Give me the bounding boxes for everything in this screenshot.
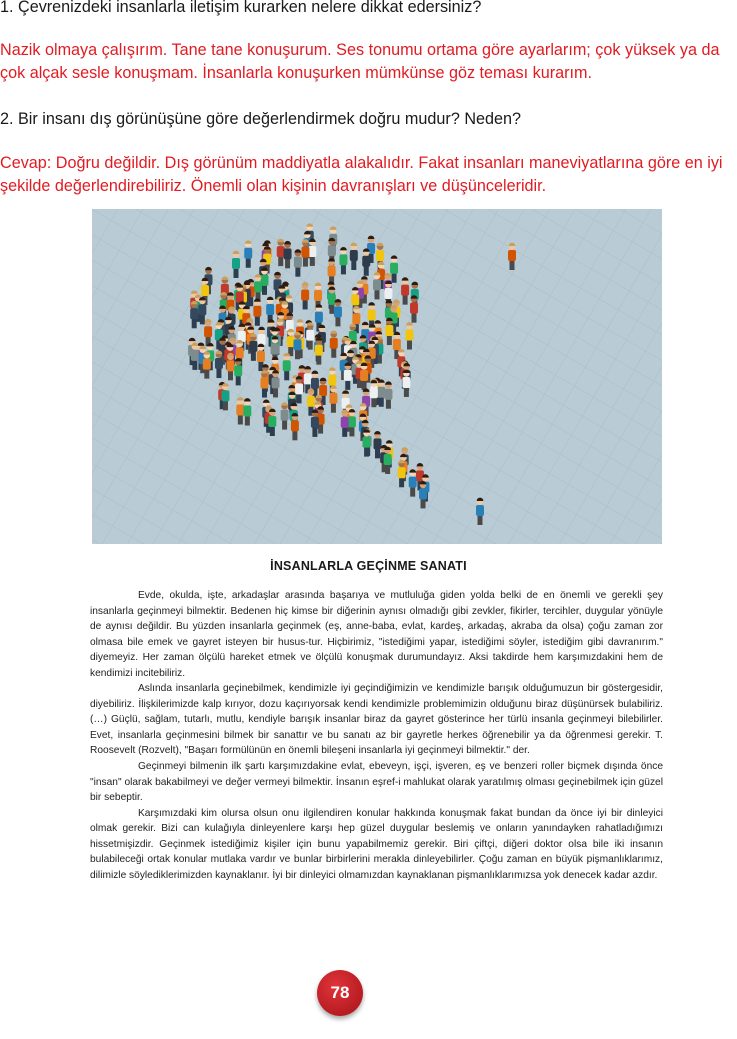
article-paragraph-4: Karşımızdaki kim olursa olsun onu ilgilendiren konular hakkında konuşmak fakat bundan da önce iyi bir dinleyici olmak gerekir. Bizi can kulağıyla dinleyenlere karşı hep güzel duygular beslemiş ve onların yanındayken rahatladığımızı hissetmişizdir. Geçinmek istediğimiz kişiler için bunu yapabilmemiz gerekir. Biri çiftçi, diğeri doktor olsa bile iki insanın bulabileceği ortak konular mutlaka vardır ve bunlar birbirlerini merakla dinleyebilirler. Çoğu zaman en büyük pişmanlıklarımız, dilimizle söylediklerimizden kaynaklanır. İyi bir dinleyici olmamızdan kaynaklanan pişmanlıklarımızsa yok denecek kadar azdır.	[90, 807, 663, 881]
question-2: 2. Bir insanı dış görünüşüne göre değerlendirmek doğru mudur? Neden?	[0, 110, 522, 128]
crowd-speech-bubble-illustration	[92, 209, 662, 544]
crowd-svg	[92, 209, 662, 544]
answer-1: Nazik olmaya çalışırım. Tane tane konuşurum. Ses tonumu ortama göre ayarlarım; çok yüksek ya da çok alçak sesle konuşmam. İnsanlarla konuşurken mümkünse göz teması kurarım.	[0, 41, 720, 82]
article-paragraph-1: Evde, okulda, işte, arkadaşlar arasında başarıya ve mutluluğa giden yolda belki de en önemli ve gerekli şey insanlarla geçinmeyi bilmektir. Bedenen hiç kimse bir diğerinin aynısı olmadığı gibi zevkler, fikirler, tercihler, duygular yönüyle de aynısı değildir. Bu yüzden insanlarla geçinmek (eş, anne-baba, evlat, kardeş, arkadaş, akraba da olsa) çoğu zaman zor olmasa bile emek ve gayret isteyen bir husus-tur. Hiçbirimiz, "istediğimi yapar, istediğimi söyler, istediğim gibi davranırım." diyemeyiz. Her zaman ölçülü hareket etmek ve ölçülü konuşmak durumundayız. Aksi takdirde hem karşımızdakini hem de kendimizi incitebiliriz.	[90, 590, 663, 679]
article-title: İNSANLARLA GEÇİNME SANATI	[270, 559, 467, 573]
article-paragraph-3: Geçinmeyi bilmenin ilk şartı karşımızdakine evlat, ebeveyn, işçi, işveren, eş ve benzeri roller biçmek dışında önce "insan" olarak bakabilmeyi ve değer vermeyi bilmektir. İnsanın eşref-i mahlukat olarak yaratılmış olması geçinebilmek için güzel bir sebeptir.	[90, 761, 663, 804]
question-1: 1. Çevrenizdeki insanlarla iletişim kurarken nelere dikkat edersiniz?	[0, 0, 482, 16]
page-number-badge: 78	[317, 970, 363, 1016]
answer-2: Cevap: Doğru değildir. Dış görünüm maddiyatla alakalıdır. Fakat insanları maneviyatlarına göre en iyi şekilde değerlendirebiliriz. Önemli olan kişinin davranışları ve düşünceleridir.	[0, 154, 723, 195]
article-paragraph-2: Aslında insanlarla geçinebilmek, kendimizle iyi geçindiğimizin ve kendimizle barışık olduğumuzun bir göstergesidir, diyebiliriz. İlişkilerimizde kalp kırıyor, dozu kaçırıyorsak kendi kendimizle problemimizin olduğunu biraz düşünürsek bulabiliriz. (…) Güçlü, sağlam, tutarlı, mutlu, kendiyle barışık insanlar biraz da gayret gösterince her türlü insanla geçinmeyi bilebilirler. Evet, insanlarla geçinmesini bilmek bir sanattır ve bu sanatı az bir gayretle herkes öğrenebilir ya da öğrenmesi gerekir. T. Roosevelt (Rozvelt), "Başarı formülünün en önemli bileşeni insanlarla iyi geçinmeyi bilmektir." der.	[90, 683, 663, 757]
article-body	[90, 588, 663, 883]
